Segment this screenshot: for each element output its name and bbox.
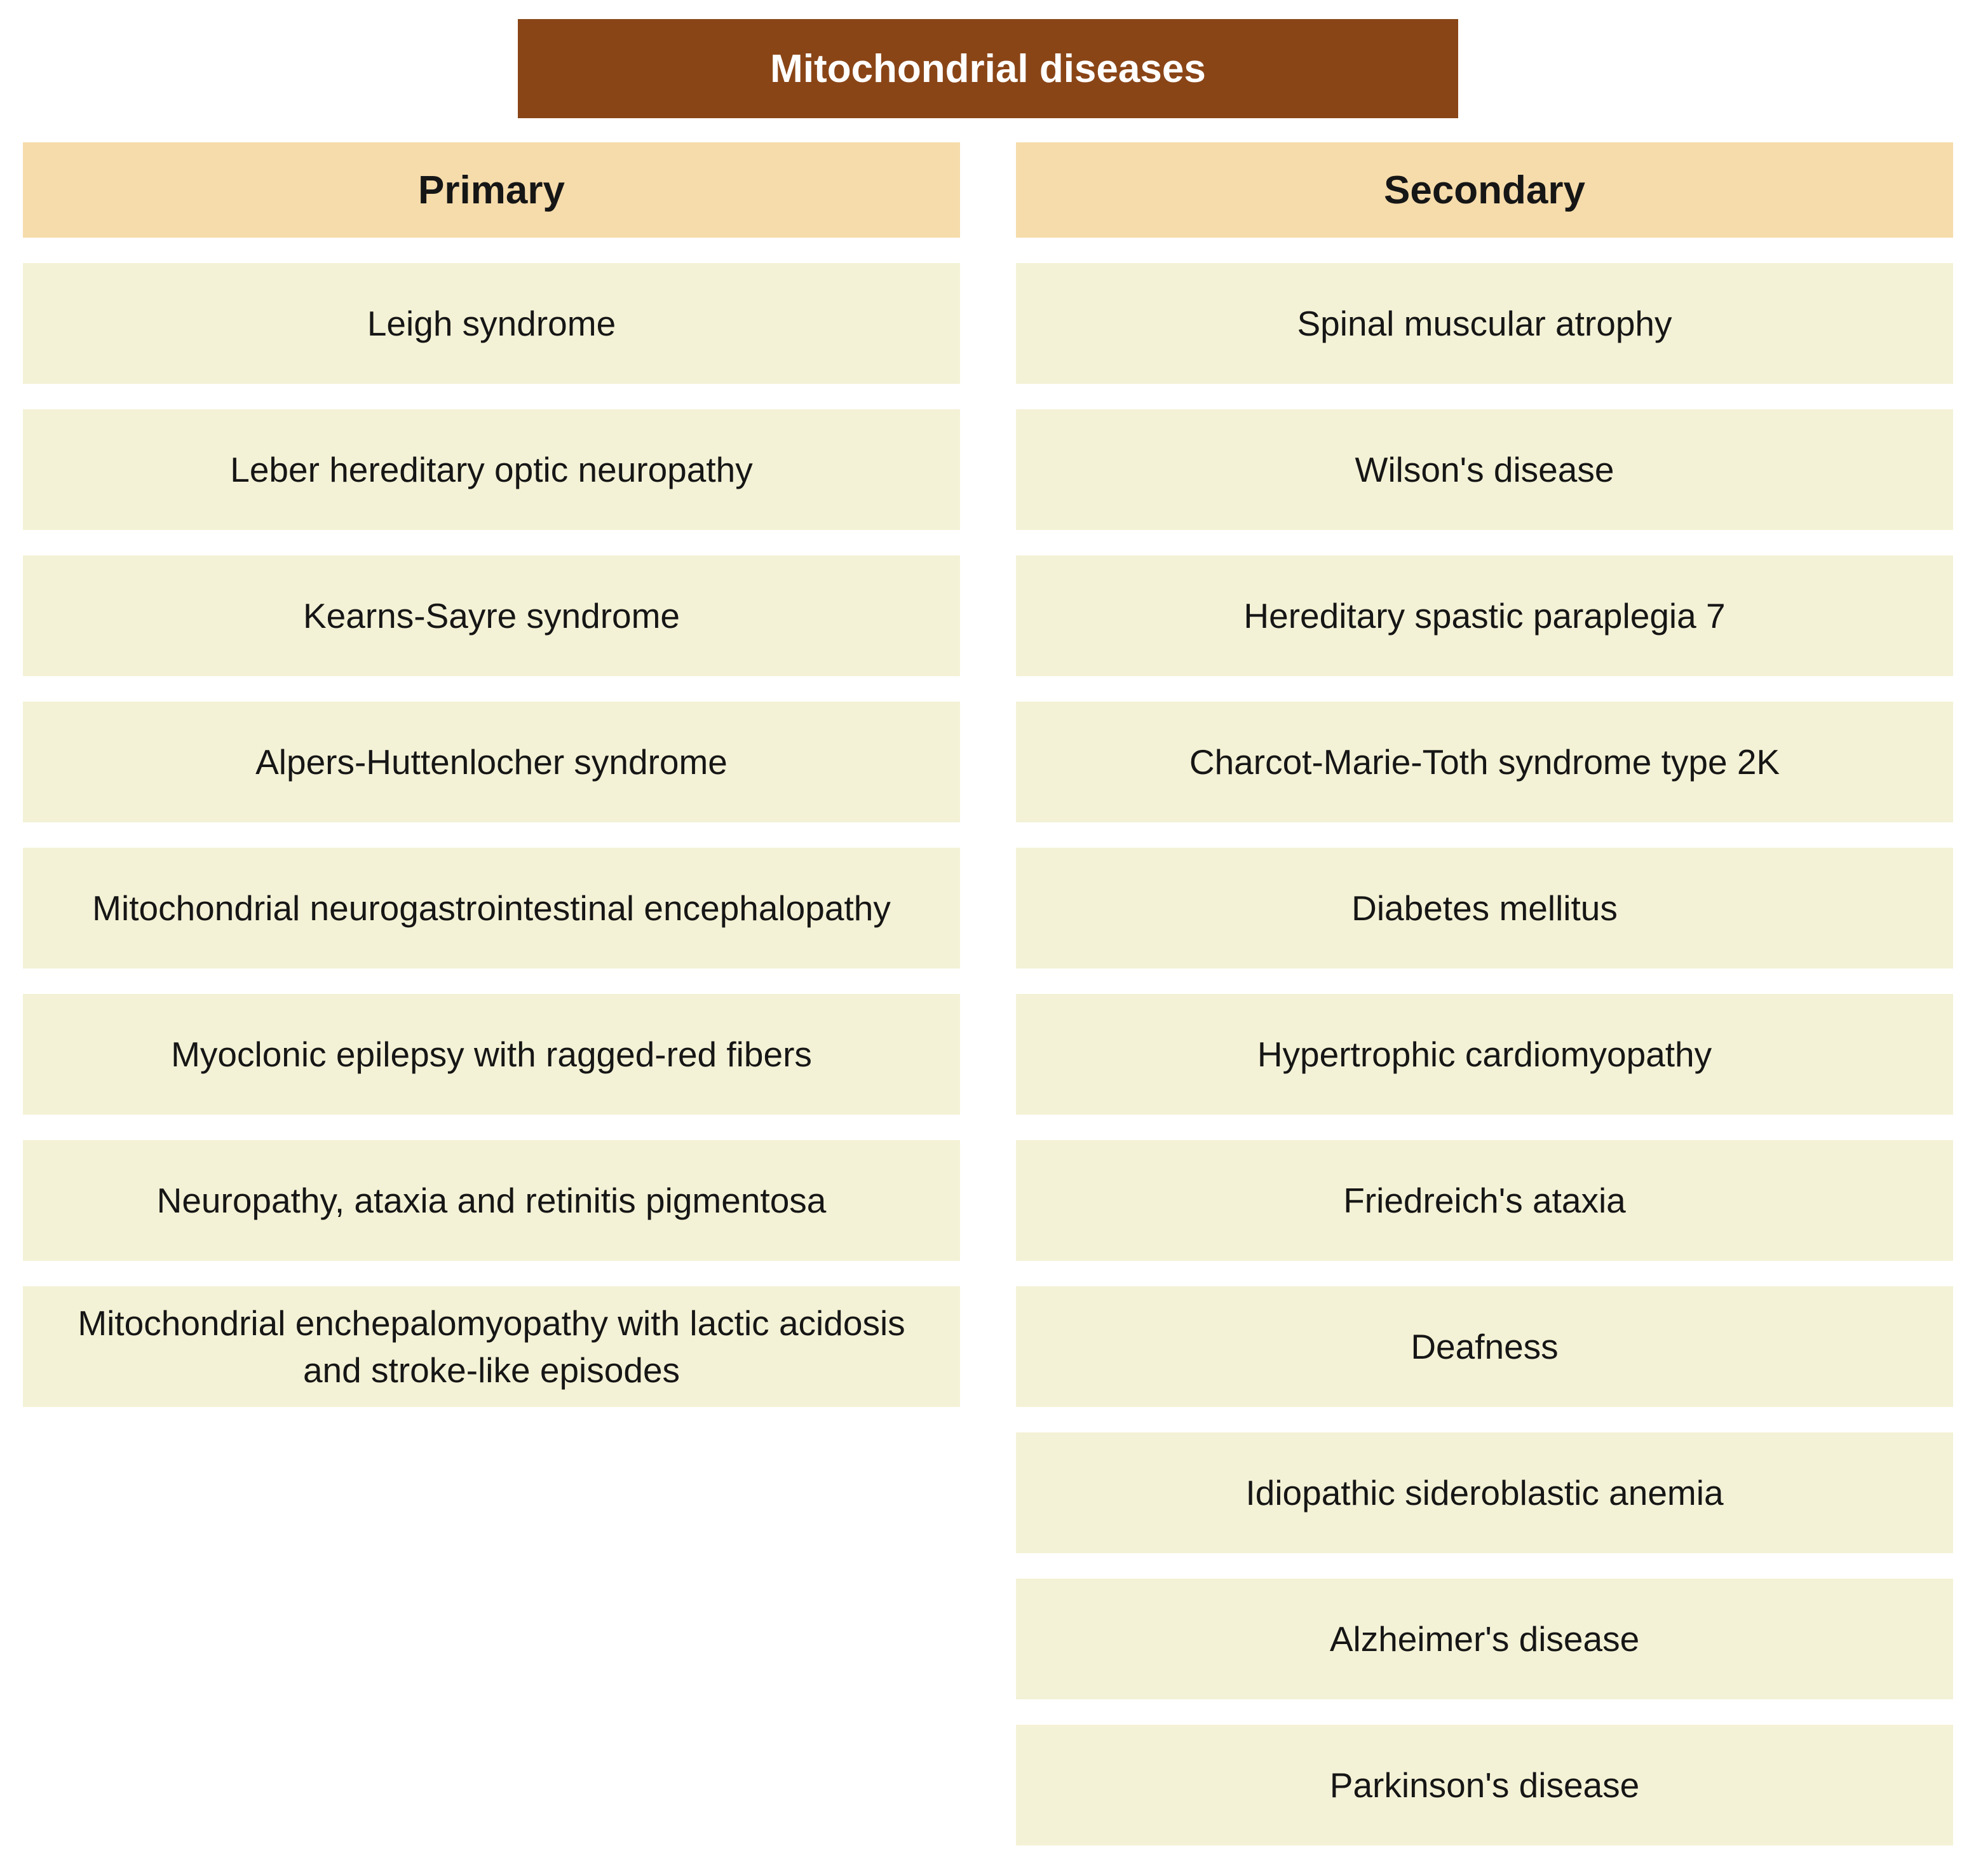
figure-title: Mitochondrial diseases bbox=[770, 46, 1206, 91]
disease-item-primary: Myoclonic epilepsy with ragged-red fibers bbox=[23, 994, 960, 1115]
disease-item-secondary: Diabetes mellitus bbox=[1016, 848, 1953, 969]
disease-item-primary: Mitochondrial neurogastrointestinal encephalopathy bbox=[23, 848, 960, 969]
disease-item-secondary: Alzheimer's disease bbox=[1016, 1579, 1953, 1699]
disease-item-secondary: Deafness bbox=[1016, 1286, 1953, 1407]
disease-item-secondary: Idiopathic sideroblastic anemia bbox=[1016, 1432, 1953, 1553]
column-header-primary: Primary bbox=[23, 142, 960, 238]
disease-item-secondary: Wilson's disease bbox=[1016, 409, 1953, 530]
figure-title-bar bbox=[518, 19, 1458, 118]
column-secondary bbox=[1016, 142, 1953, 1845]
disease-item-primary: Alpers-Huttenlocher syndrome bbox=[23, 702, 960, 822]
disease-item-secondary: Spinal muscular atrophy bbox=[1016, 263, 1953, 384]
disease-item-primary: Leigh syndrome bbox=[23, 263, 960, 384]
disease-item-secondary: Parkinson's disease bbox=[1016, 1725, 1953, 1845]
disease-item-primary: Kearns-Sayre syndrome bbox=[23, 555, 960, 676]
disease-item-primary: Mitochondrial enchepalomyopathy with lactic acidosis and stroke-like episodes bbox=[23, 1286, 960, 1407]
disease-item-secondary: Hypertrophic cardiomyopathy bbox=[1016, 994, 1953, 1115]
disease-item-secondary: Charcot-Marie-Toth syndrome type 2K bbox=[1016, 702, 1953, 822]
disease-item-primary: Leber hereditary optic neuropathy bbox=[23, 409, 960, 530]
disease-item-secondary: Hereditary spastic paraplegia 7 bbox=[1016, 555, 1953, 676]
columns-container bbox=[0, 142, 1976, 1845]
column-header-secondary: Secondary bbox=[1016, 142, 1953, 238]
column-primary bbox=[23, 142, 960, 1407]
disease-item-secondary: Friedreich's ataxia bbox=[1016, 1140, 1953, 1261]
disease-item-primary: Neuropathy, ataxia and retinitis pigmentosa bbox=[23, 1140, 960, 1261]
mitochondrial-diseases-figure bbox=[0, 19, 1976, 1876]
